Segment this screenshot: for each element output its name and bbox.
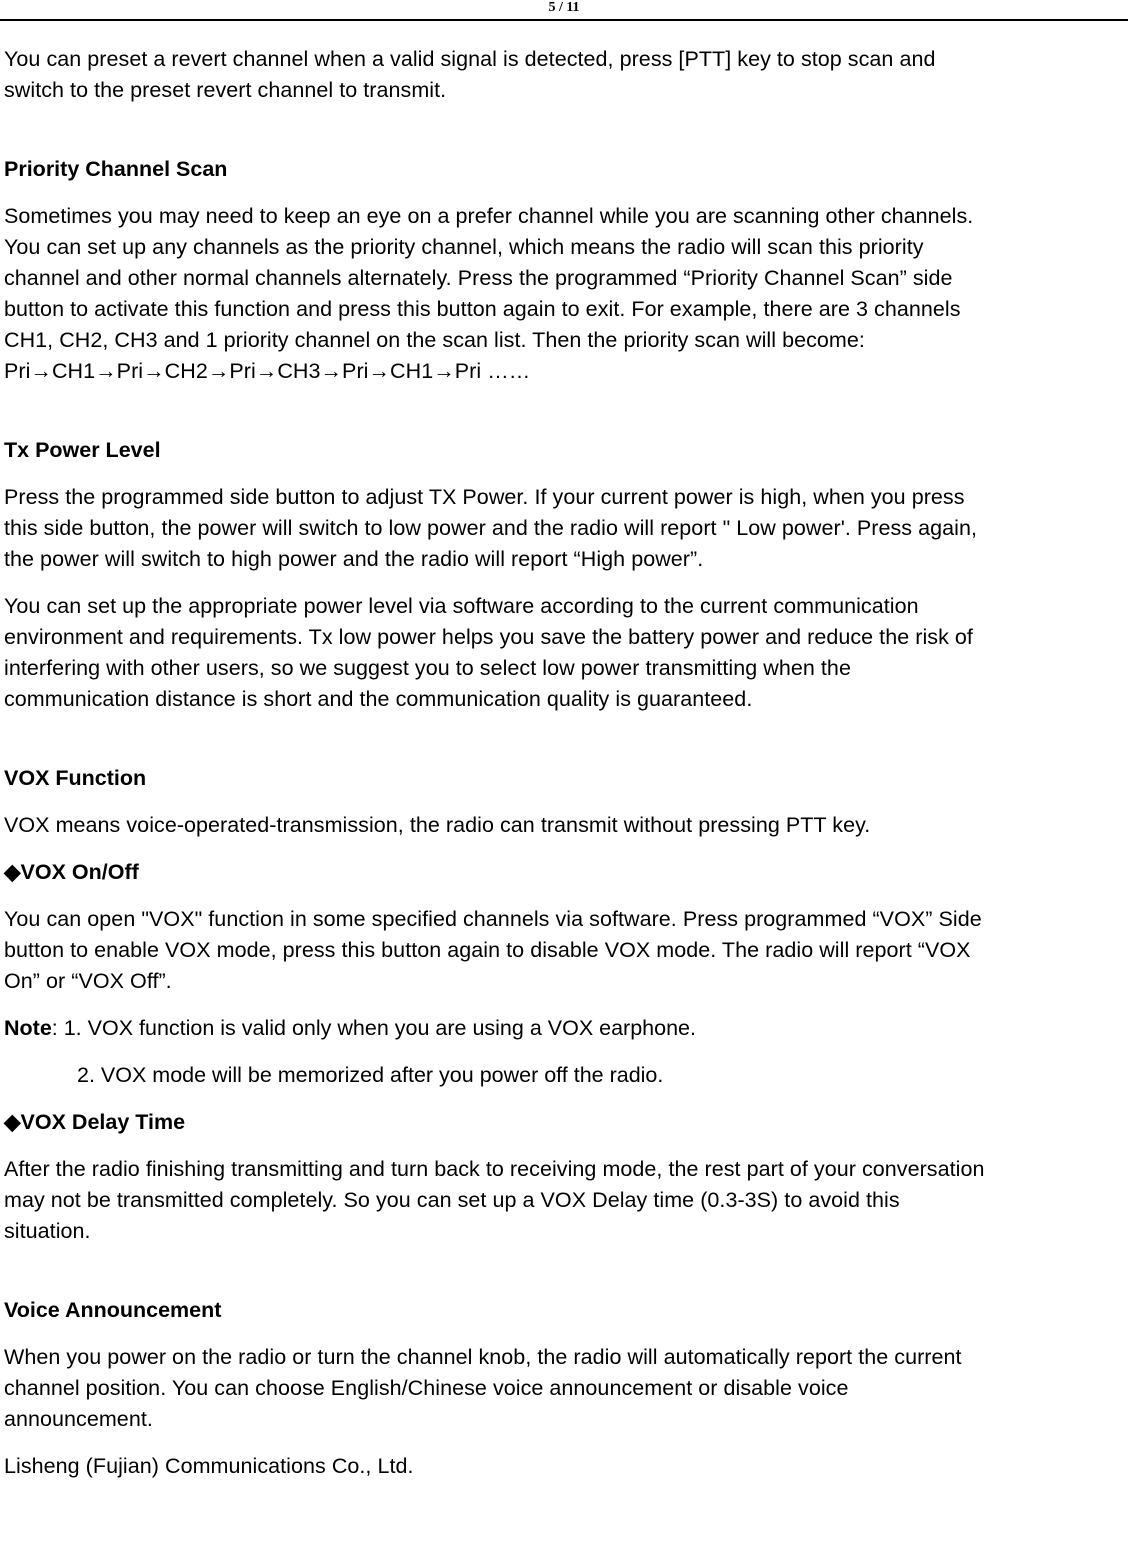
vox-function-heading: VOX Function (4, 766, 147, 790)
note-item-2: 2. VOX mode will be memorized after you power off the radio. (77, 1063, 664, 1087)
vox-onoff-paragraph: You can open "VOX" function in some specified channels via software. Press programmed “VOX” Side button to enable VOX mode, press this button again to disable VOX mode. The radio will report “VOX On” or “VOX Off”. (4, 907, 982, 993)
vox-delay-paragraph: After the radio finishing transmitting and turn back to receiving mode, the rest part of your conversation may not be transmitted completely. So you can set up a VOX Delay time (0.3-3S) to avoid this situation. (4, 1157, 985, 1243)
note-label: Note (4, 1016, 52, 1040)
tx-power-paragraph-1: Press the programmed side button to adjust TX Power. If your current power is high, when you press this side button, the power will switch to low power and the radio will report " Low power'. Press again, the power will switch to high power and the radio will report “High power”. (4, 485, 978, 571)
section-spacer (4, 1263, 1128, 1295)
vox-note-line-1 (4, 1013, 1128, 1044)
document-body (4, 44, 1128, 1498)
section-spacer (4, 122, 1128, 154)
vox-delay-heading: ◆VOX Delay Time (4, 1110, 186, 1134)
section-spacer (4, 731, 1128, 763)
priority-scan-heading: Priority Channel Scan (4, 157, 228, 181)
company-footer: Lisheng (Fujian) Communications Co., Ltd. (4, 1454, 414, 1478)
voice-announcement-heading: Voice Announcement (4, 1298, 222, 1322)
page-header (0, 0, 1128, 21)
note-item-1: : 1. VOX function is valid only when you are using a VOX earphone. (51, 1016, 696, 1040)
tx-power-heading: Tx Power Level (4, 438, 161, 462)
vox-onoff-heading: ◆VOX On/Off (4, 860, 139, 884)
vox-function-paragraph: VOX means voice-operated-transmission, the radio can transmit without pressing PTT key. (4, 813, 871, 837)
intro-paragraph: You can preset a revert channel when a valid signal is detected, press [PTT] key to stop scan and switch to the preset revert channel to transmit. (4, 47, 936, 102)
priority-scan-paragraph: Sometimes you may need to keep an eye on a prefer channel while you are scanning other channels. You can set up any channels as the priority channel, which means the radio will scan this priority channel and other normal channels alternately. Press the programmed “Priority Channel Scan” side button to activate this function and press this button again to exit. For example, there are 3 channels CH1, CH2, CH3 and 1 priority channel on the scan list. Then the priority scan will become: Pri→CH1→Pri→CH2→Pri→CH3→Pri→CH1→Pri …… (4, 204, 974, 383)
section-spacer (4, 403, 1128, 435)
page-number: 5 / 11 (548, 0, 580, 15)
tx-power-paragraph-2: You can set up the appropriate power level via software according to the current communication environment and requirements. Tx low power helps you save the battery power and reduce the risk of interfering with other users, so we suggest you to select low power transmitting when the communication distance is short and the communication quality is guaranteed. (4, 594, 973, 711)
voice-announcement-paragraph: When you power on the radio or turn the channel knob, the radio will automatically report the current channel position. You can choose English/Chinese voice announcement or disable voice announcement. (4, 1345, 962, 1431)
